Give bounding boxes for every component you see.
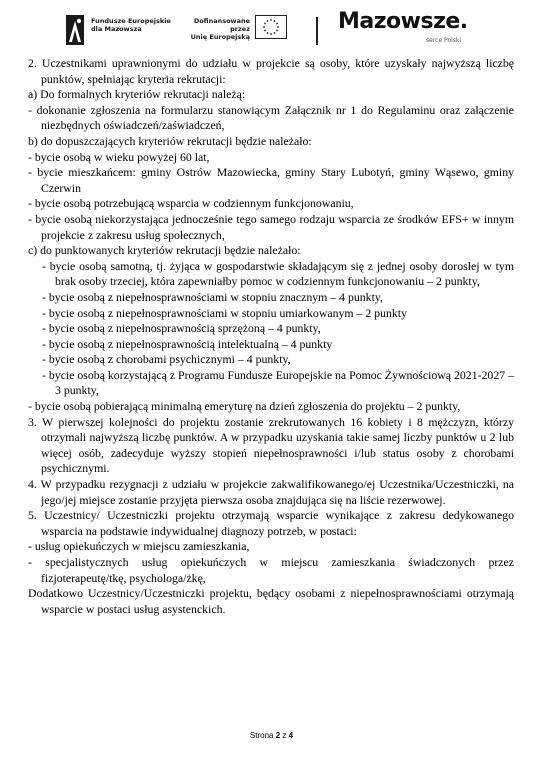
paragraph: - dokonanie zgłoszenia na formularzu stanowiącym Załącznik nr 1 do Regulaminu oraz załączenie niezbędnych oświadczeń/zaświadczeń,: [28, 102, 514, 133]
fe-logo-text: [91, 17, 171, 33]
paragraph: - bycie osobą samotną, tj. żyjąca w gospodarstwie składającym się z jednej osoby dorosłej w tym brak osoby trzeciej, która zapewniałby pomoc w codziennym funkcjonowaniu – 2 punkty,: [42, 258, 514, 289]
fe-line1: Fundusze Europejskie: [91, 17, 171, 25]
page-footer: [0, 731, 543, 740]
mazowsze-subtitle: serce Polski: [426, 37, 462, 44]
paragraph: - bycie osobą z niepełnosprawnościami w stopniu znacznym – 4 punkty,: [42, 289, 383, 304]
paragraph: 5. Uczestnicy/ Uczestniczki projektu otrzymają wsparcie wynikające z zakresu dedykowanego wsparcia na podstawie indywidualnej diagnozy potrzeb, w postaci:: [28, 508, 514, 538]
mazowsze-logo: Mazowsze.: [338, 9, 468, 34]
paragraph: - specjalistycznych usług opiekuńczych w miejscu zamieszkania świadczonych przez fizjoterapeutę/tkę, psychologa/żkę,: [28, 555, 514, 585]
paragraph: Dodatkowo Uczestnicy/Uczestniczki projektu, będący osobami z niepełnosprawnościami otrzymają wsparcie w postaci usług asystenckich.: [28, 586, 514, 616]
document-body: [28, 56, 514, 617]
paragraph: - bycie osobą potrzebującą wsparcia w codziennym funkcjonowaniu,: [28, 196, 354, 211]
footer-current-page: 2: [275, 731, 281, 740]
paragraph: - bycie osobą z niepełnosprawnością intelektualną – 4 punkty: [42, 336, 333, 351]
header-separator: [316, 17, 318, 45]
eu-flag-icon: [255, 15, 287, 39]
paragraph: - bycie osobą z chorobami psychicznymi – 4 punkty,: [42, 352, 291, 367]
cofinanced-text: [176, 17, 250, 41]
cofin-line1: Dofinansowane przez: [193, 17, 250, 33]
cofin-line2: Unię Europejską: [190, 33, 250, 41]
paragraph: b) do dopuszczających kryteriów rekrutacji będzie należało:: [28, 133, 312, 148]
paragraph: - bycie osobą niekorzystająca jednocześnie tego samego rodzaju wsparcia ze środków EFS+ w innym projekcie z zakresu usług społecznych,: [28, 211, 514, 242]
page-header: [0, 0, 543, 56]
paragraph: - bycie osobą w wieku powyżej 60 lat,: [28, 149, 210, 164]
paragraph: 4. W przypadku rezygnacji z udziału w projekcie zakwalifikowanego/ej Uczestnika/Uczestniczki, na jego/jej miejsce zostanie przyjęta pierwsza osoba znajdująca się na liście rezerwowej.: [28, 477, 514, 507]
paragraph: - bycie osobą z niepełnosprawnością sprzężoną – 4 punkty,: [42, 321, 321, 336]
paragraph: c) do punktowanych kryteriów rekrutacji będzie należało:: [28, 243, 301, 258]
fundusze-europejskie-logo-icon: [66, 15, 84, 45]
paragraph: 3. W pierwszej kolejności do projektu zostanie zrekrutowanych 16 kobiety i 8 mężczyzn, którzy otrzymali najwyższą liczbę punktów. A w przypadku uzyskania takie samej liczby punktów u 2 lub więcej osób, zadecyduje wyższy stopień niepełnosprawności i/lub status osoby z chorobami psychicznymi.: [28, 414, 514, 476]
paragraph: - bycie mieszkańcem: gminy Ostrów Mazowiecka, gminy Stary Lubotyń, gminy Wąsewo, gminy Czerwin: [28, 165, 514, 195]
paragraph: 2. Uczestnikami uprawnionymi do udziału w projekcie są osoby, które uzyskały najwyższą liczbę punktów, spełniając kryteria rekrutacji:: [28, 56, 514, 86]
paragraph: - bycie osobą korzystającą z Programu Fundusze Europejskie na Pomoc Żywnościową 2021-2027 – 3 punkty,: [42, 367, 514, 398]
fe-line2: dla Mazowsza: [91, 25, 142, 33]
paragraph: a) Do formalnych kryteriów rekrutacji należą:: [28, 87, 246, 102]
footer-sep: z: [280, 731, 289, 740]
paragraph: - bycie osobą pobierającą minimalną emeryturę na dzień zgłoszenia do projektu – 2 punkty,: [28, 399, 461, 414]
footer-total-pages: 4: [288, 731, 294, 740]
footer-prefix: Strona: [249, 731, 276, 740]
paragraph: - usług opiekuńczych w miejscu zamieszkania,: [28, 539, 250, 554]
paragraph: - bycie osobą z niepełnosprawnościami w stopniu umiarkowanym – 2 punkty: [42, 305, 407, 320]
